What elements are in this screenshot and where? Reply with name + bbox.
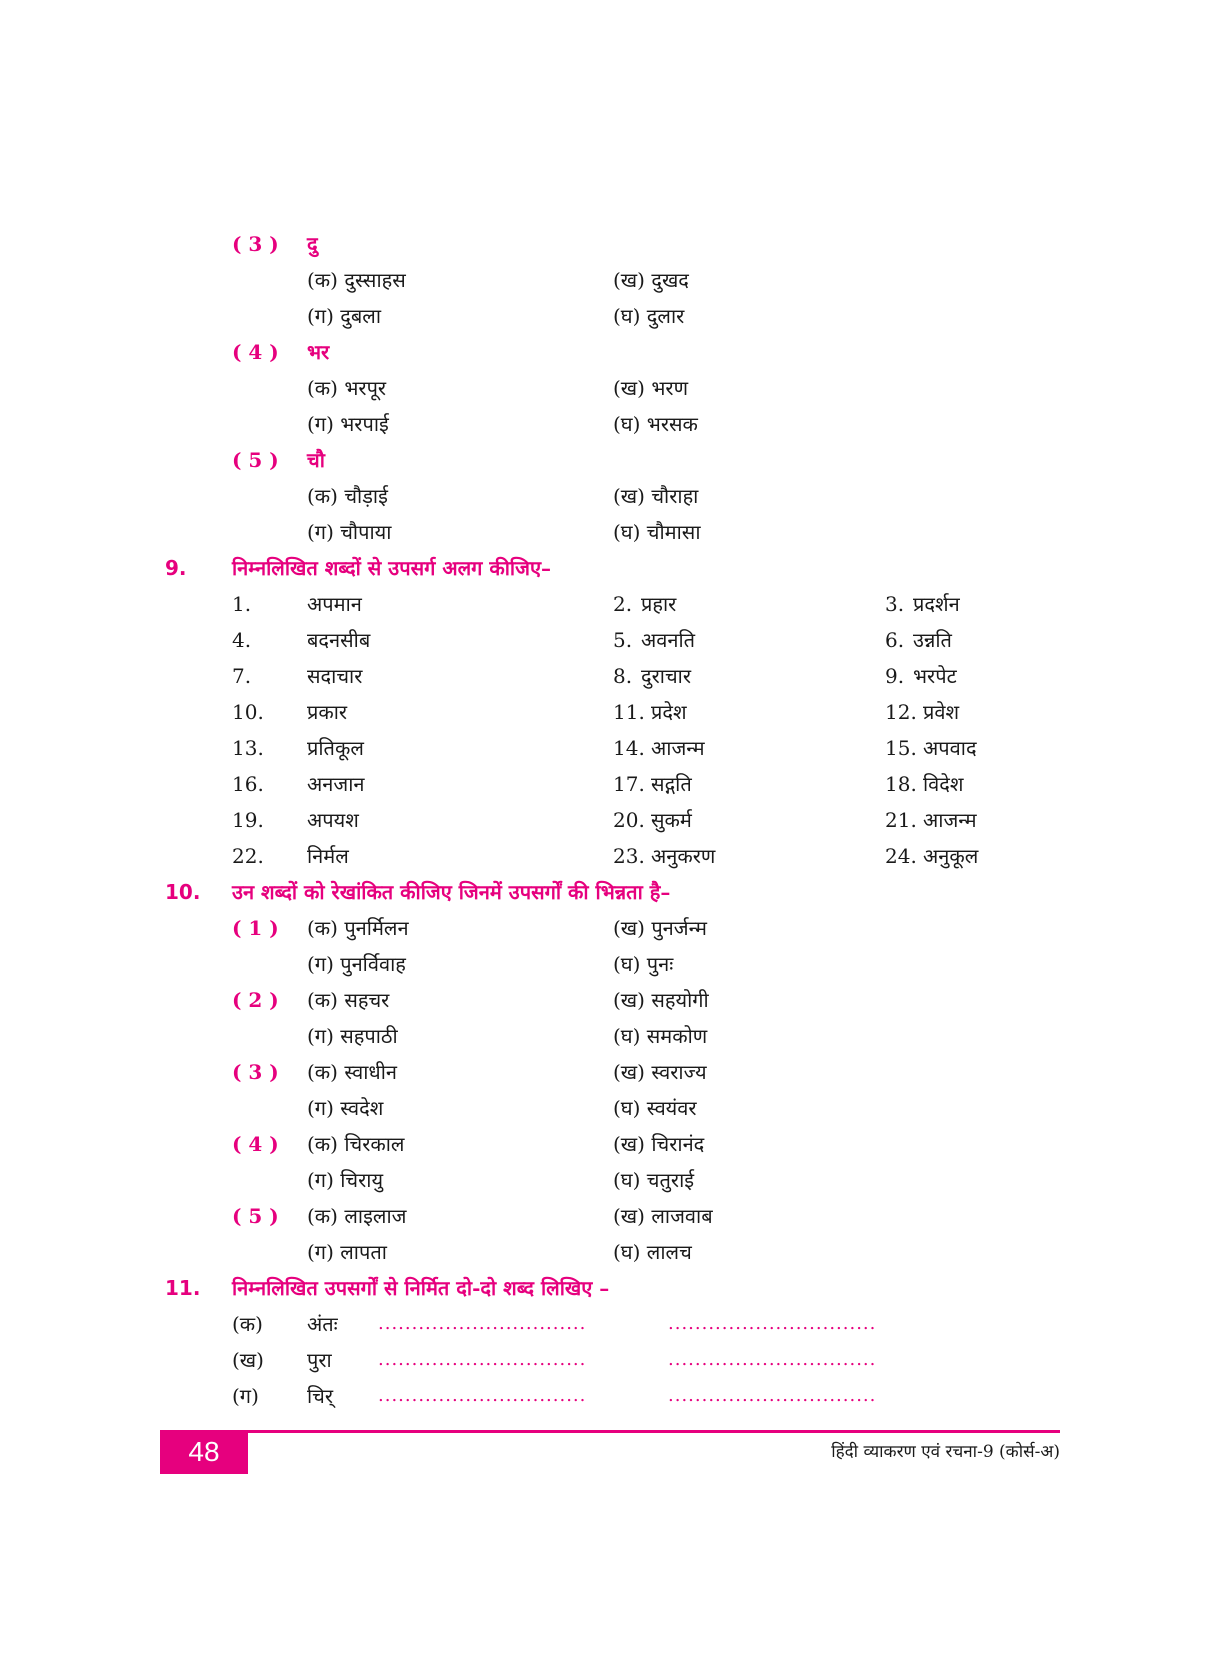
word-item: आजन्म (923, 808, 977, 832)
word-item: प्रकार (307, 700, 348, 724)
answer-blank: ............................... (378, 1313, 587, 1334)
word-item: सदाचार (307, 664, 363, 688)
option-item: (घ) लालच (613, 1240, 692, 1264)
option-item: (घ) भरसक (613, 412, 698, 436)
option-item: (ख) लाजवाब (613, 1204, 713, 1228)
answer-blank: ............................... (378, 1385, 587, 1406)
word-item: सद्गति (651, 772, 692, 796)
word-item: निर्मल (307, 844, 349, 868)
item-number: 10. (232, 700, 264, 724)
item-number: 16. (232, 772, 264, 796)
item-number: 4. (232, 628, 252, 652)
book-title: हिंदी व्याकरण एवं रचना-9 (कोर्स-अ) (831, 1442, 1060, 1462)
word-item: अनुकूल (923, 844, 979, 868)
subpart-label: ( 4 ) (232, 340, 279, 364)
option-item: (ग) सहपाठी (307, 1024, 398, 1048)
option-item: (क) दुस्साहस (307, 268, 406, 292)
option-item: (घ) चौमासा (613, 520, 701, 544)
item-number: 20. (613, 808, 645, 832)
subpart-label: ( 4 ) (232, 1132, 279, 1156)
option-item: (क) पुनर्मिलन (307, 916, 409, 940)
item-number: 7. (232, 664, 252, 688)
subpart-label: ( 1 ) (232, 916, 279, 940)
subpart-label: (ग) (232, 1384, 259, 1408)
option-item: (ग) दुबला (307, 304, 382, 328)
footer-rule (160, 1430, 1060, 1433)
word-item: प्रहार (641, 592, 677, 616)
word-item: दुराचार (641, 664, 692, 688)
page-number: 48 (160, 1430, 248, 1474)
item-number: 17. (613, 772, 645, 796)
prefix-item: चिर् (307, 1384, 334, 1408)
option-item: (ग) चौपाया (307, 520, 392, 544)
item-number: 15. (885, 736, 917, 760)
word-item: अनुकरण (651, 844, 716, 868)
option-item: (ग) स्वदेश (307, 1096, 384, 1120)
option-item: (ख) पुनर्जन्म (613, 916, 707, 940)
item-number: 3. (885, 592, 905, 616)
option-item: (घ) चतुराई (613, 1168, 695, 1192)
word-item: प्रदर्शन (913, 592, 960, 616)
answer-blank: ............................... (378, 1349, 587, 1370)
item-number: 12. (885, 700, 917, 724)
item-number: 2. (613, 592, 633, 616)
option-item: (ग) भरपाई (307, 412, 389, 436)
item-number: 23. (613, 844, 645, 868)
option-item: (क) सहचर (307, 988, 390, 1012)
answer-blank: ............................... (668, 1313, 877, 1334)
word-item: अपयश (307, 808, 359, 832)
option-item: (क) चिरकाल (307, 1132, 405, 1156)
item-number: 11. (613, 700, 645, 724)
prefix-heading: भर (307, 340, 330, 364)
option-item: (घ) दुलार (613, 304, 685, 328)
word-item: अवनति (641, 628, 696, 652)
subpart-label: (क) (232, 1312, 263, 1336)
item-number: 14. (613, 736, 645, 760)
word-item: अपमान (307, 592, 362, 616)
option-item: (घ) पुनः (613, 952, 674, 976)
item-number: 24. (885, 844, 917, 868)
question-number: 10. (165, 880, 201, 904)
prefix-heading: दु (307, 232, 318, 256)
subpart-label: ( 2 ) (232, 988, 279, 1012)
prefix-item: पुरा (307, 1348, 332, 1372)
word-item: अपवाद (923, 736, 977, 760)
answer-blank: ............................... (668, 1349, 877, 1370)
prefix-heading: चौ (307, 448, 325, 472)
item-number: 6. (885, 628, 905, 652)
word-item: सुकर्म (651, 808, 692, 832)
subpart-label: (ख) (232, 1348, 264, 1372)
option-item: (ग) चिरायु (307, 1168, 384, 1192)
option-item: (ख) भरण (613, 376, 689, 400)
question-title: निम्नलिखित उपसर्गों से निर्मित दो-दो शब्द लिखिए – (232, 1276, 610, 1300)
item-number: 1. (232, 592, 252, 616)
subpart-label: ( 5 ) (232, 448, 279, 472)
option-item: (घ) समकोण (613, 1024, 708, 1048)
item-number: 22. (232, 844, 264, 868)
option-item: (क) लाइलाज (307, 1204, 407, 1228)
question-title: उन शब्दों को रेखांकित कीजिए जिनमें उपसर्गों की भिन्नता है– (232, 880, 671, 904)
word-item: प्रवेश (923, 700, 960, 724)
option-item: (ख) दुखद (613, 268, 689, 292)
option-item: (क) चौड़ाई (307, 484, 388, 508)
word-item: अनजान (307, 772, 365, 796)
question-number: 11. (165, 1276, 201, 1300)
subpart-label: ( 5 ) (232, 1204, 279, 1228)
subpart-label: ( 3 ) (232, 1060, 279, 1084)
item-number: 18. (885, 772, 917, 796)
subpart-label: ( 3 ) (232, 232, 279, 256)
word-item: प्रतिकूल (307, 736, 364, 760)
option-item: (ग) लापता (307, 1240, 387, 1264)
prefix-item: अंतः (307, 1312, 338, 1336)
option-item: (ख) सहयोगी (613, 988, 709, 1012)
word-item: प्रदेश (651, 700, 687, 724)
option-item: (क) भरपूर (307, 376, 387, 400)
item-number: 5. (613, 628, 633, 652)
word-item: विदेश (923, 772, 964, 796)
option-item: (ख) चौराहा (613, 484, 699, 508)
option-item: (ख) स्वराज्य (613, 1060, 707, 1084)
item-number: 13. (232, 736, 264, 760)
item-number: 21. (885, 808, 917, 832)
item-number: 9. (885, 664, 905, 688)
word-item: भरपेट (913, 664, 957, 688)
item-number: 8. (613, 664, 633, 688)
word-item: उन्नति (913, 628, 952, 652)
item-number: 19. (232, 808, 264, 832)
answer-blank: ............................... (668, 1385, 877, 1406)
option-item: (क) स्वाधीन (307, 1060, 397, 1084)
option-item: (ग) पुनर्विवाह (307, 952, 406, 976)
question-number: 9. (165, 556, 187, 580)
option-item: (ख) चिरानंद (613, 1132, 705, 1156)
question-title: निम्नलिखित शब्दों से उपसर्ग अलग कीजिए– (232, 556, 552, 580)
word-item: आजन्म (651, 736, 705, 760)
word-item: बदनसीब (307, 628, 371, 652)
option-item: (घ) स्वयंवर (613, 1096, 697, 1120)
